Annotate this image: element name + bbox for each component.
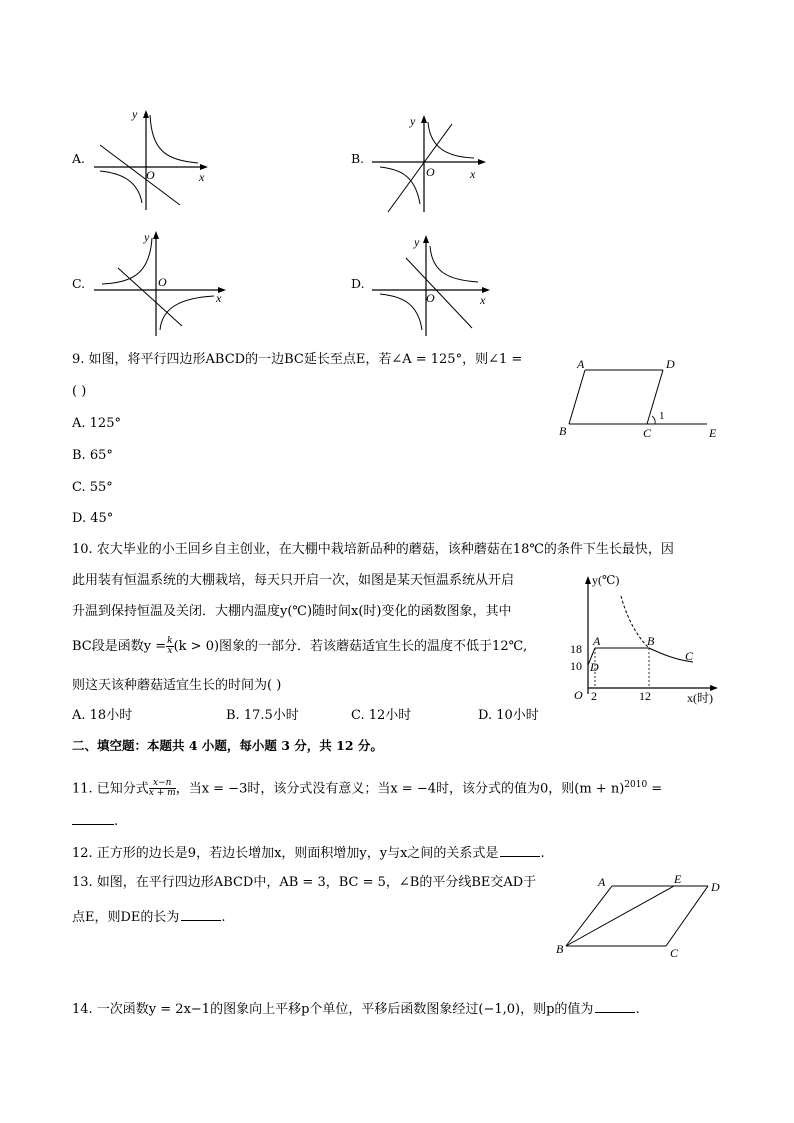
option-c-label: C. (72, 276, 86, 291)
vertex-c: C (643, 426, 652, 440)
q10-option-c: C. 12小时 (351, 708, 412, 723)
origin-label: O (426, 291, 435, 305)
vertex-a: A (577, 357, 585, 371)
q10-stem-line1: 10. 农大毕业的小王回乡自主创业，在大棚中栽培新品种的蘑菇，该种蘑菇在18℃的条件下生长最快，因 (72, 542, 674, 557)
point-a: A (593, 634, 601, 648)
tick-10: 10 (570, 659, 582, 673)
q10-stem-line3: 升温到保持恒温及关闭．大棚内温度y(℃)随时间x(时)变化的函数图象，其中 (72, 604, 512, 619)
q12-text: 12. 正方形的边长是9，若边长增加x，则面积增加y，y与x之间的关系式是 (72, 846, 499, 861)
q11-mid: ，当x = −3时，该分式没有意义；当x = −4时，该分式的值为0，则(m + n) (175, 781, 625, 797)
hyperbola-branch (100, 171, 142, 203)
option-d-label: D. (351, 276, 365, 291)
edge-ab (569, 370, 585, 424)
x-label: x (480, 293, 486, 307)
vertex-d: D (711, 880, 720, 894)
y-axis-label: y(℃) (592, 573, 620, 587)
q10-line4-pre: BC段是函数y = (72, 639, 167, 654)
x-label: x (199, 170, 205, 184)
section-2-heading: 二、填空题：本题共 4 小题，每小题 3 分，共 12 分。 (72, 738, 383, 753)
hyperbola-branch (428, 122, 474, 158)
y-label: y (410, 114, 416, 128)
q9-stem-line2: ( ) (72, 384, 87, 399)
q11-answer-blank[interactable] (72, 810, 114, 825)
q10-stem-line4 (72, 637, 527, 656)
q12-answer-blank[interactable] (500, 842, 540, 857)
q10-fraction (166, 637, 173, 656)
q12-end: . (540, 846, 545, 861)
q13-answer-blank[interactable] (181, 906, 221, 921)
hyperbola-branch (150, 115, 198, 163)
q11-stem (72, 776, 662, 798)
q11-pre: 11. 已知分式 (72, 781, 149, 797)
q13-line2-text: 点E，则DE的长为 (72, 910, 180, 925)
y-label: y (414, 235, 420, 249)
x-label: x (470, 167, 476, 181)
origin-label: O (158, 275, 167, 289)
q14-stem (72, 998, 640, 1019)
q11-end: . (114, 814, 119, 829)
q11-answer-line (72, 810, 118, 831)
q10-temperature-graph (566, 570, 726, 705)
angle-arc (652, 416, 655, 424)
tick-12: 12 (639, 689, 651, 703)
q11-post: = (647, 781, 663, 797)
frac-numerator: x−n (149, 779, 176, 789)
tick-2: 2 (591, 689, 597, 703)
option-d-graph (368, 232, 492, 340)
edge-dc (666, 886, 708, 946)
option-b-graph (368, 112, 488, 220)
q9-option-c: C. 55° (72, 480, 113, 495)
option-a-graph (90, 105, 210, 215)
q10-option-a: A. 18小时 (72, 708, 133, 723)
q13-end: . (221, 910, 226, 925)
vertex-a: A (598, 875, 606, 889)
q9-option-d: D. 45° (72, 511, 114, 526)
q9-stem-line1: 9. 如图，将平行四边形ABCD的一边BC延长至点E，若∠A = 125°，则∠1 = (72, 352, 523, 367)
option-a-label: A. (72, 151, 86, 166)
q9-option-b: B. 65° (72, 448, 113, 463)
hyperbola-branch (380, 167, 420, 204)
frac-numerator: k (167, 636, 173, 646)
y-label: y (132, 107, 138, 121)
tick-18: 18 (570, 642, 582, 656)
hyperbola-branch (102, 238, 152, 284)
edge-ab (566, 886, 612, 946)
x-axis-label: x(时) (687, 691, 713, 705)
line-graph (388, 124, 452, 212)
hyperbola-branch (380, 294, 422, 330)
origin-label: O (426, 165, 435, 179)
point-c: C (685, 649, 694, 663)
q10-stem-line2: 此用装有恒温系统的大棚栽培，每天只开启一次，如图是某天恒温系统从开启 (72, 573, 515, 588)
q10-option-d: D. 10小时 (478, 708, 539, 723)
vertex-c: C (670, 946, 679, 960)
hyperbola-branch (430, 246, 478, 282)
q13-stem-line2 (72, 906, 226, 927)
point-d: D (590, 660, 599, 674)
option-b-label: B. (351, 151, 365, 166)
point-b: B (647, 634, 655, 648)
point-e: E (709, 426, 717, 440)
curve-extension-dashed (621, 596, 649, 648)
q11-fraction (149, 779, 176, 798)
q14-end: . (635, 1002, 640, 1017)
q14-answer-blank[interactable] (595, 998, 635, 1013)
q13-parallelogram-figure (550, 870, 730, 962)
vertex-b: B (556, 942, 564, 956)
q13-stem-line1: 13. 如图，在平行四边形ABCD中，AB = 3，BC = 5，∠B的平分线BE交AD于 (72, 875, 537, 890)
q12-stem (72, 842, 545, 863)
option-c-graph (90, 228, 230, 340)
q9-parallelogram-figure (555, 352, 730, 444)
line-graph (118, 268, 182, 326)
q11-exponent: 2010 (624, 780, 648, 790)
q10-option-b: B. 17.5小时 (226, 708, 299, 723)
angle-1-label: 1 (659, 410, 665, 422)
bisector-be (566, 886, 674, 946)
origin-label: O (574, 688, 583, 702)
y-label: y (144, 230, 150, 244)
vertex-d: D (666, 357, 675, 371)
point-e: E (674, 872, 682, 886)
frac-denominator: x + m (148, 788, 176, 799)
q10-stem-line5: 则这天该种蘑菇适宜生长的时间为( ) (72, 678, 282, 693)
x-label: x (216, 291, 222, 305)
q14-text: 14. 一次函数y = 2x−1的图象向上平移p个单位，平移后函数图象经过(−1,0)，则p的值为 (72, 1002, 594, 1017)
origin-label: O (146, 168, 155, 182)
q9-option-a: A. 125° (72, 416, 121, 431)
frac-denominator: x (167, 646, 173, 656)
vertex-b: B (559, 424, 567, 438)
q10-line4-post: (k > 0)图象的一部分．若该蘑菇适宜生长的温度不低于12℃, (173, 639, 528, 654)
